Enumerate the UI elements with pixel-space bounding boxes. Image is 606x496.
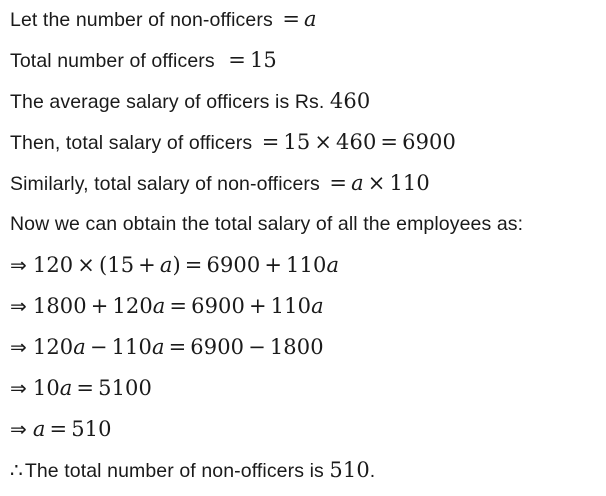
line-conclusion: [10, 457, 375, 484]
number: 1800: [269, 335, 324, 359]
line-equation-5: [10, 416, 112, 443]
line-equation-4: [10, 375, 152, 402]
answer-value: 510: [329, 458, 370, 482]
times-sign: ×: [314, 130, 333, 154]
officers-count-value: 15: [249, 48, 277, 72]
number: 120: [32, 253, 74, 277]
equals-sign: =: [228, 48, 246, 72]
equals-sign: =: [380, 130, 399, 154]
equals-sign: =: [329, 171, 348, 195]
number: 5100: [98, 376, 152, 400]
line-total-non-officer-salary: [10, 170, 430, 197]
number: 1800: [32, 294, 87, 318]
line-intro-equation: [10, 211, 523, 237]
equals-sign: =: [76, 376, 95, 400]
line-officers-count: [10, 47, 277, 74]
number: 6900: [190, 335, 245, 359]
number: 110: [389, 171, 430, 195]
implies-arrow-icon: ⇒: [10, 335, 27, 359]
number: 110: [111, 335, 152, 359]
line-text: Similarly, total salary of non-officers: [10, 173, 320, 195]
variable-a: a: [152, 294, 166, 318]
variable-a: a: [73, 335, 86, 359]
variable-a: a: [151, 335, 165, 359]
number: 6900: [191, 294, 245, 318]
variable-a: a: [32, 417, 46, 441]
line-equation-2: [10, 293, 324, 320]
period: .: [369, 460, 376, 482]
number: 15: [283, 130, 311, 154]
times-sign: ×: [367, 171, 386, 195]
variable-a: a: [351, 171, 364, 195]
implies-arrow-icon: ⇒: [10, 417, 27, 441]
plus-sign: +: [90, 294, 109, 318]
number: 110: [286, 253, 327, 277]
equals-sign: =: [168, 335, 187, 359]
average-salary-value: 460: [329, 89, 371, 113]
line-equation-1: [10, 252, 339, 279]
paren: ): [172, 253, 181, 277]
number: 10: [32, 376, 60, 400]
line-text: Then, total salary of officers: [10, 132, 253, 154]
implies-arrow-icon: ⇒: [10, 376, 27, 400]
number: 120: [112, 294, 153, 318]
variable-a: a: [159, 253, 173, 277]
plus-sign: +: [138, 253, 156, 277]
implies-arrow-icon: ⇒: [10, 294, 27, 318]
number: 110: [270, 294, 312, 318]
number: 120: [32, 335, 74, 359]
variable-a: a: [304, 7, 317, 31]
times-sign: ×: [77, 253, 95, 277]
variable-a: a: [311, 294, 324, 318]
number: 460: [336, 130, 377, 154]
equals-sign: =: [261, 130, 280, 154]
implies-arrow-icon: ⇒: [10, 253, 27, 277]
result-value: 6900: [402, 130, 456, 154]
therefore-icon: ∴: [10, 458, 23, 482]
line-text: Let the number of non-officers: [10, 9, 273, 31]
number: 6900: [206, 253, 261, 277]
equals-sign: =: [169, 294, 188, 318]
equals-sign: =: [184, 253, 203, 277]
line-non-officers-definition: [10, 6, 317, 33]
minus-sign: −: [248, 335, 266, 359]
line-text: Total number of officers: [10, 50, 215, 72]
plus-sign: +: [264, 253, 283, 277]
plus-sign: +: [248, 294, 267, 318]
number: 510: [71, 417, 112, 441]
minus-sign: −: [89, 335, 108, 359]
equals-sign: =: [282, 7, 301, 31]
line-equation-3: [10, 334, 324, 361]
line-text: The total number of non-officers is: [24, 460, 324, 482]
line-text: Now we can obtain the total salary of all the employees as:: [10, 213, 524, 235]
line-total-officer-salary: [10, 129, 456, 156]
equals-sign: =: [49, 417, 68, 441]
line-text: The average salary of officers is Rs.: [10, 91, 325, 113]
variable-a: a: [326, 253, 340, 277]
line-average-salary: [10, 88, 370, 115]
number: (15: [98, 253, 135, 277]
variable-a: a: [59, 376, 73, 400]
